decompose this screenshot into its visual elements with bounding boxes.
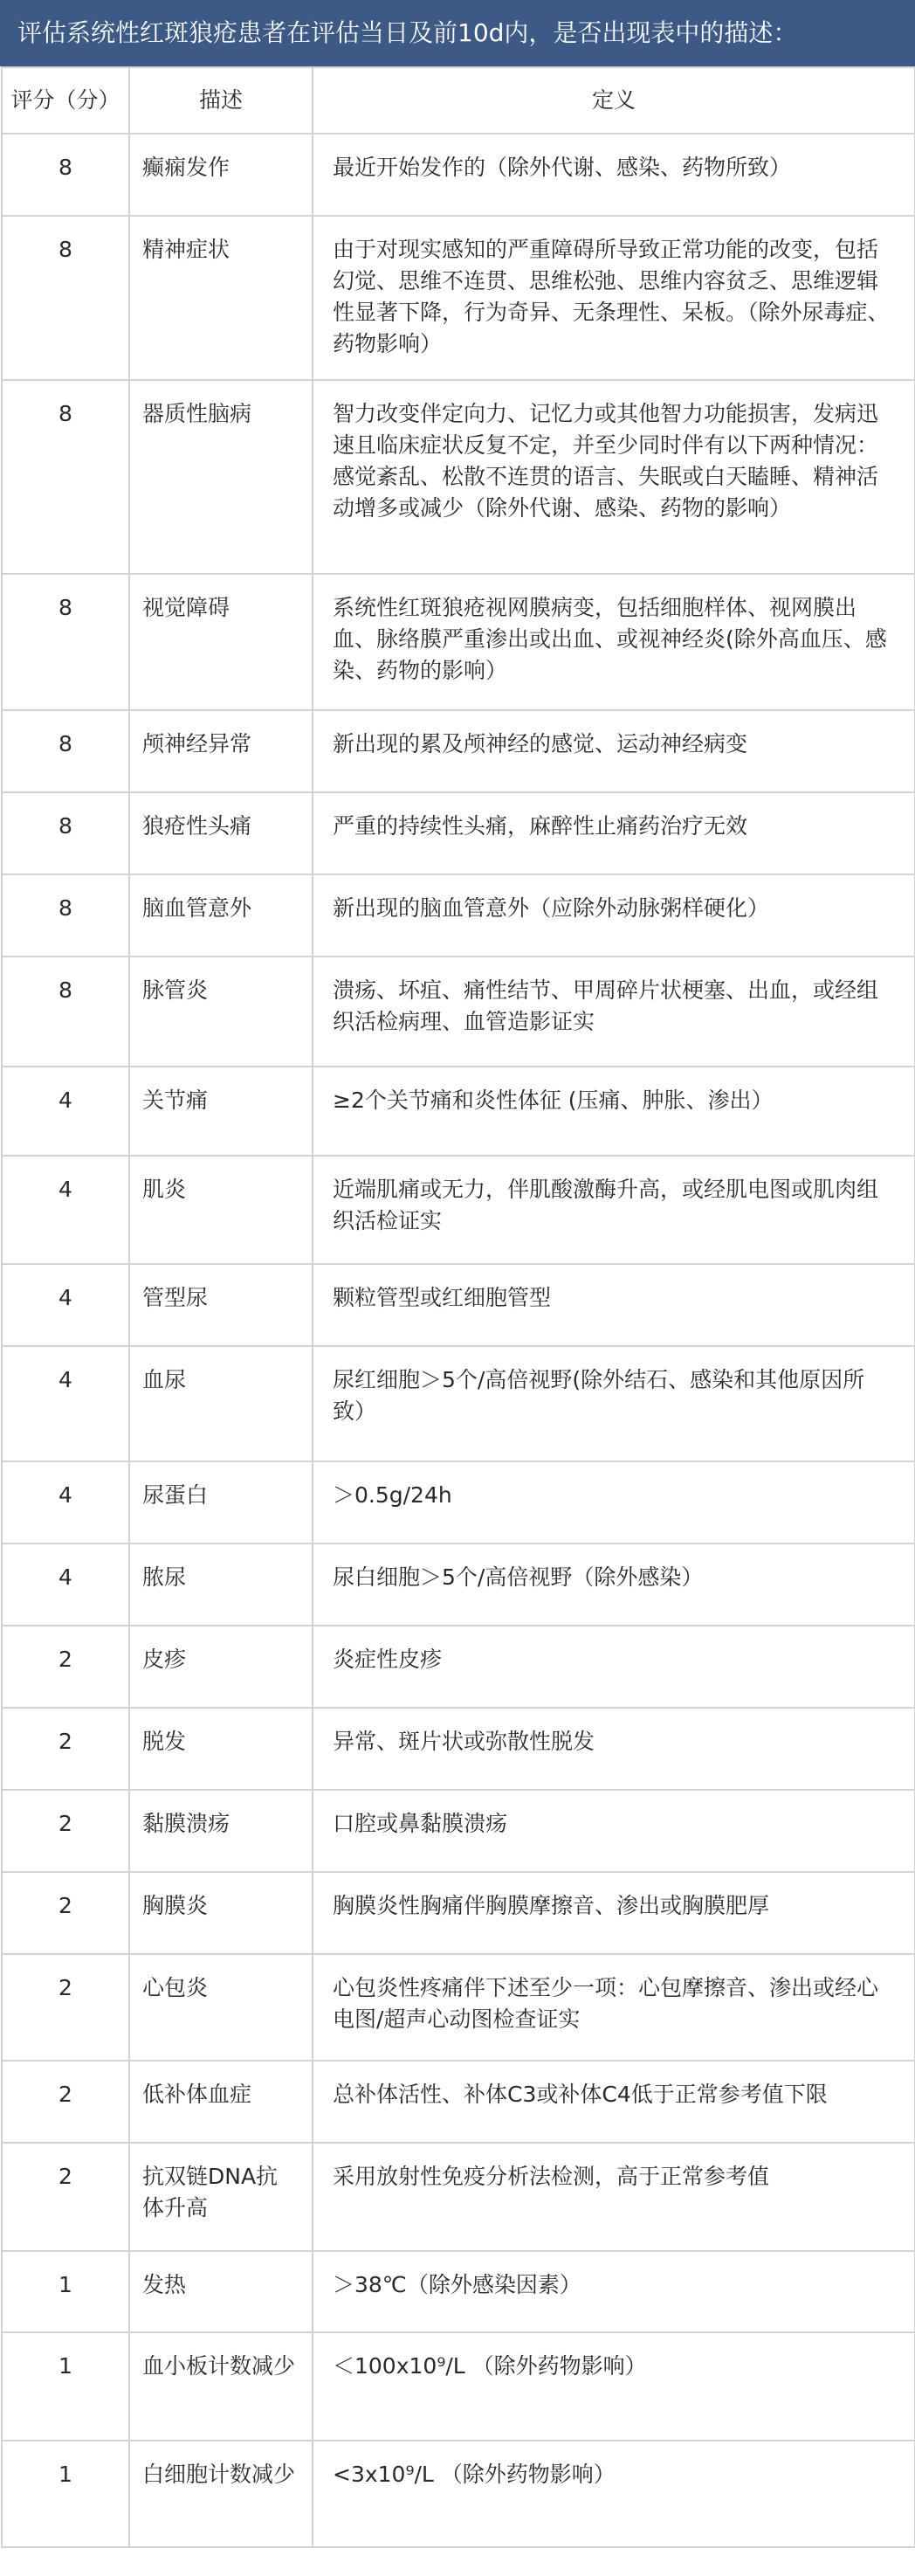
table-row xyxy=(2,2332,915,2441)
row-score: 2 xyxy=(2,1790,129,1872)
table-row xyxy=(2,2441,915,2547)
table-row xyxy=(2,1790,915,1872)
row-score: 8 xyxy=(2,957,129,1067)
header-definition: 定义 xyxy=(313,67,915,134)
row-description: 抗双链DNA抗体升高 xyxy=(129,2143,313,2251)
row-description: 狼疮性头痛 xyxy=(129,792,313,874)
row-definition: 新出现的脑血管意外（应除外动脉粥样硬化） xyxy=(313,874,915,957)
row-score: 2 xyxy=(2,2143,129,2251)
sledai-table xyxy=(1,66,915,2548)
table-row xyxy=(2,1346,915,1461)
row-definition: 尿白细胞＞5个/高倍视野（除外感染） xyxy=(313,1544,915,1626)
row-definition: 溃疡、坏疽、痛性结节、甲周碎片状梗塞、出血，或经组织活检病理、血管造影证实 xyxy=(313,957,915,1067)
row-description: 肌炎 xyxy=(129,1156,313,1264)
row-description: 血小板计数减少 xyxy=(129,2332,313,2441)
row-definition: 智力改变伴定向力、记忆力或其他智力功能损害，发病迅速且临床症状反复不定，并至少同时伴有以下两种情况：感觉紊乱、松散不连贯的语言、失眠或白天瞌睡、精神活动增多或减少（除外代谢、感染、药物的影响） xyxy=(313,380,915,574)
row-score: 8 xyxy=(2,380,129,574)
row-definition: 新出现的累及颅神经的感觉、运动神经病变 xyxy=(313,710,915,792)
row-definition: ≥2个关节痛和炎性体征 (压痛、肿胀、渗出） xyxy=(313,1067,915,1156)
row-definition: 尿红细胞＞5个/高倍视野(除外结石、感染和其他原因所致） xyxy=(313,1346,915,1461)
row-definition: 心包炎性疼痛伴下述至少一项：心包摩擦音、渗出或经心电图/超声心动图检查证实 xyxy=(313,1954,915,2061)
row-score: 4 xyxy=(2,1461,129,1544)
row-description: 心包炎 xyxy=(129,1954,313,2061)
row-score: 8 xyxy=(2,874,129,957)
table-row xyxy=(2,1954,915,2061)
row-description: 尿蛋白 xyxy=(129,1461,313,1544)
table-row xyxy=(2,792,915,874)
row-score: 4 xyxy=(2,1544,129,1626)
row-description: 视觉障碍 xyxy=(129,574,313,710)
row-description: 胸膜炎 xyxy=(129,1872,313,1954)
table-row xyxy=(2,1708,915,1790)
header-description: 描述 xyxy=(129,67,313,134)
table-row xyxy=(2,134,915,216)
row-definition: 炎症性皮疹 xyxy=(313,1626,915,1708)
row-description: 关节痛 xyxy=(129,1067,313,1156)
row-description: 癫痫发作 xyxy=(129,134,313,216)
table-row xyxy=(2,1156,915,1264)
row-definition: 颗粒管型或红细胞管型 xyxy=(313,1264,915,1346)
table-title: 评估系统性红斑狼疮患者在评估当日及前10d内，是否出现表中的描述： xyxy=(0,0,915,66)
row-description: 脱发 xyxy=(129,1708,313,1790)
table-row xyxy=(2,574,915,710)
table-row xyxy=(2,1872,915,1954)
table-row xyxy=(2,1461,915,1544)
table-row xyxy=(2,957,915,1067)
row-description: 脑血管意外 xyxy=(129,874,313,957)
table-row xyxy=(2,1544,915,1626)
row-score: 2 xyxy=(2,1954,129,2061)
table-row xyxy=(2,1067,915,1156)
row-definition: 由于对现实感知的严重障碍所导致正常功能的改变，包括幻觉、思维不连贯、思维松弛、思维内容贫乏、思维逻辑性显著下降，行为奇异、无条理性、呆板。（除外尿毒症、药物影响） xyxy=(313,216,915,380)
row-definition: 近端肌痛或无力，伴肌酸激酶升高，或经肌电图或肌肉组织活检证实 xyxy=(313,1156,915,1264)
row-description: 黏膜溃疡 xyxy=(129,1790,313,1872)
row-description: 血尿 xyxy=(129,1346,313,1461)
row-definition: 异常、斑片状或弥散性脱发 xyxy=(313,1708,915,1790)
row-score: 4 xyxy=(2,1156,129,1264)
table-row xyxy=(2,874,915,957)
header-row xyxy=(2,67,915,134)
row-score: 4 xyxy=(2,1264,129,1346)
table-row xyxy=(2,1264,915,1346)
row-description: 低补体血症 xyxy=(129,2061,313,2143)
row-description: 精神症状 xyxy=(129,216,313,380)
row-score: 2 xyxy=(2,1708,129,1790)
row-score: 8 xyxy=(2,710,129,792)
row-score: 1 xyxy=(2,2251,129,2331)
row-definition: 总补体活性、补体C3或补体C4低于正常参考值下限 xyxy=(313,2061,915,2143)
row-definition: 采用放射性免疫分析法检测，高于正常参考值 xyxy=(313,2143,915,2251)
row-definition: <3x10⁹/L （除外药物影响） xyxy=(313,2441,915,2547)
header-score: 评分（分） xyxy=(2,67,129,134)
row-score: 2 xyxy=(2,1872,129,1954)
table-row xyxy=(2,2061,915,2143)
row-score: 2 xyxy=(2,1626,129,1708)
row-score: 1 xyxy=(2,2441,129,2547)
row-definition: 系统性红斑狼疮视网膜病变，包括细胞样体、视网膜出血、脉络膜严重渗出或出血、或视神经炎(除外高血压、感染、药物的影响） xyxy=(313,574,915,710)
row-definition: ＞0.5g/24h xyxy=(313,1461,915,1544)
table-row xyxy=(2,2251,915,2331)
row-description: 皮疹 xyxy=(129,1626,313,1708)
row-score: 1 xyxy=(2,2332,129,2441)
table-row xyxy=(2,2143,915,2251)
row-definition: 最近开始发作的（除外代谢、感染、药物所致） xyxy=(313,134,915,216)
row-definition: ＜100x10⁹/L （除外药物影响） xyxy=(313,2332,915,2441)
row-description: 白细胞计数减少 xyxy=(129,2441,313,2547)
row-description: 脉管炎 xyxy=(129,957,313,1067)
row-description: 颅神经异常 xyxy=(129,710,313,792)
row-score: 8 xyxy=(2,792,129,874)
row-definition: 胸膜炎性胸痛伴胸膜摩擦音、渗出或胸膜肥厚 xyxy=(313,1872,915,1954)
row-score: 8 xyxy=(2,134,129,216)
row-score: 2 xyxy=(2,2061,129,2143)
row-score: 8 xyxy=(2,574,129,710)
row-description: 发热 xyxy=(129,2251,313,2331)
row-score: 8 xyxy=(2,216,129,380)
row-score: 4 xyxy=(2,1346,129,1461)
row-description: 器质性脑病 xyxy=(129,380,313,574)
table-row xyxy=(2,216,915,380)
table-row xyxy=(2,710,915,792)
row-description: 脓尿 xyxy=(129,1544,313,1626)
row-definition: 严重的持续性头痛，麻醉性止痛药治疗无效 xyxy=(313,792,915,874)
row-score: 4 xyxy=(2,1067,129,1156)
table-row xyxy=(2,380,915,574)
row-description: 管型尿 xyxy=(129,1264,313,1346)
row-definition: 口腔或鼻黏膜溃疡 xyxy=(313,1790,915,1872)
row-definition: ＞38℃（除外感染因素） xyxy=(313,2251,915,2331)
table-row xyxy=(2,1626,915,1708)
